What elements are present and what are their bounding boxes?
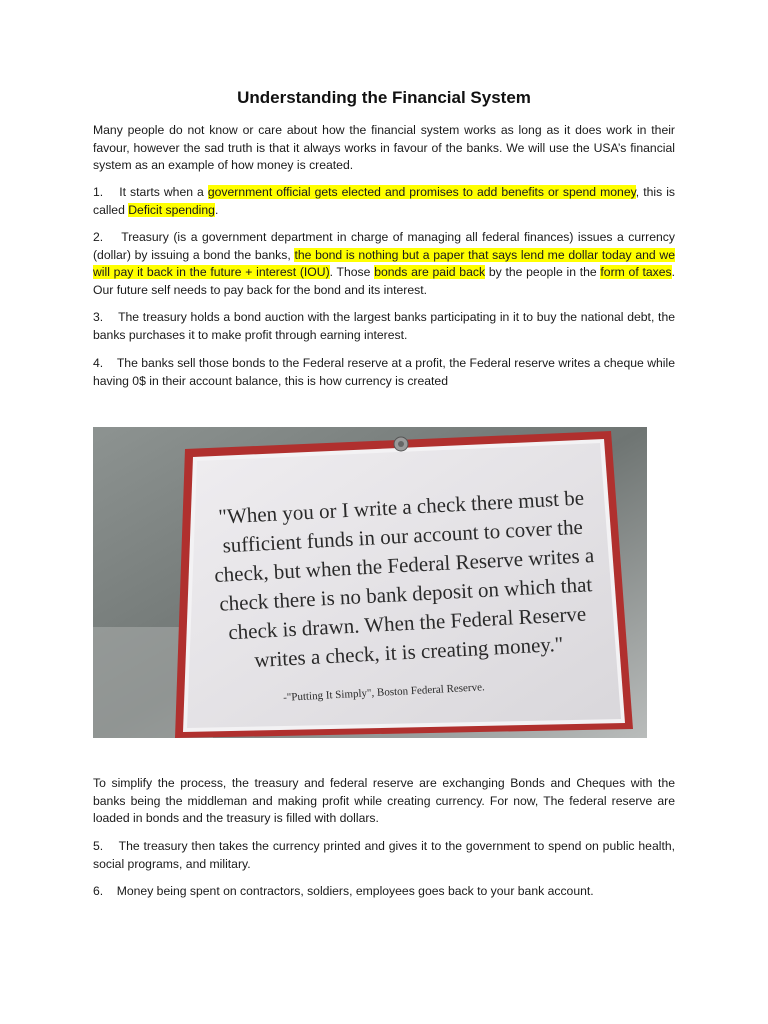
list-item-text: The treasury then takes the currency printed and gives it to the government to spend on public health, social programs, and military. — [93, 839, 675, 871]
highlighted-text: bonds are paid back — [374, 265, 486, 279]
highlighted-text: government official gets elected and promises to add benefits or spend money — [207, 185, 636, 199]
list-item-text: The banks sell those bonds to the Federal reserve at a profit, the Federal reserve writes a cheque while having 0$ in their account balance, this is how currency is created — [93, 356, 675, 388]
list-item-text: . — [214, 202, 219, 217]
list-item-text: , this is called — [93, 185, 675, 217]
list-item — [93, 838, 675, 873]
highlighted-text: Deficit spending — [128, 202, 215, 217]
list-item-number: 1. — [93, 185, 120, 199]
federal-reserve-sign-photo — [93, 427, 647, 738]
list-item — [93, 184, 675, 219]
sign-attribution: -"Putting It Simply", Boston Federal Reserve. — [282, 681, 485, 704]
list-item — [93, 229, 675, 299]
highlighted-text: form of taxes — [600, 265, 672, 279]
list-item-text: Money being spent on contractors, soldiers, employees goes back to your bank account. — [116, 884, 594, 898]
list-item-number: 4. — [93, 356, 117, 370]
list-item-number: 5. — [93, 839, 119, 853]
list-item-text: . Our future self needs to pay back for the bond and its interest. — [93, 265, 675, 297]
list-item-text: It starts when a — [119, 185, 208, 199]
sign-quote: "When you or I write a check there must be sufficient funds in our account to cover the check, but when the Federal Reserve writes a check there is no bank deposit on which that check is drawn. When the Federal Reserve writes a check, it is creating money." — [213, 485, 595, 672]
simplify-paragraph: To simplify the process, the treasury and federal reserve are exchanging Bonds and Cheques with the banks being the middleman and making profit while creating currency. For now, The federal reserve are loaded in bonds and the treasury is filled with dollars. — [93, 776, 675, 825]
list-item — [93, 883, 675, 901]
list-item-number: 2. — [93, 230, 122, 244]
sign-photo-graphic — [93, 427, 647, 738]
intro-paragraph: Many people do not know or care about how the financial system works as long as it does work in their favour, however the sad truth is that it always works in favour of the banks. We will use the USA’s financial system as an example of how money is created. — [93, 123, 675, 172]
list-item — [93, 309, 675, 344]
list-item-text: The treasury holds a bond auction with the largest banks participating in it to buy the national debt, the banks purchases it to make profit through earning interest. — [93, 310, 676, 342]
list-item-text: . Those — [329, 265, 375, 279]
list-item-number: 3. — [93, 310, 119, 324]
list-item — [93, 355, 675, 390]
list-item-number: 6. — [93, 884, 117, 898]
page-title: Understanding the Financial System — [237, 88, 531, 107]
list-item-text: Treasury (is a government department in charge of managing all federal finances) issues a currency (dollar) by issuing a bond the banks, — [93, 230, 675, 262]
list-item-text: by the people in the — [485, 265, 601, 279]
highlighted-text: the bond is nothing but a paper that says lend me dollar today and we will pay it back in the future + interest (IOU) — [93, 247, 675, 279]
